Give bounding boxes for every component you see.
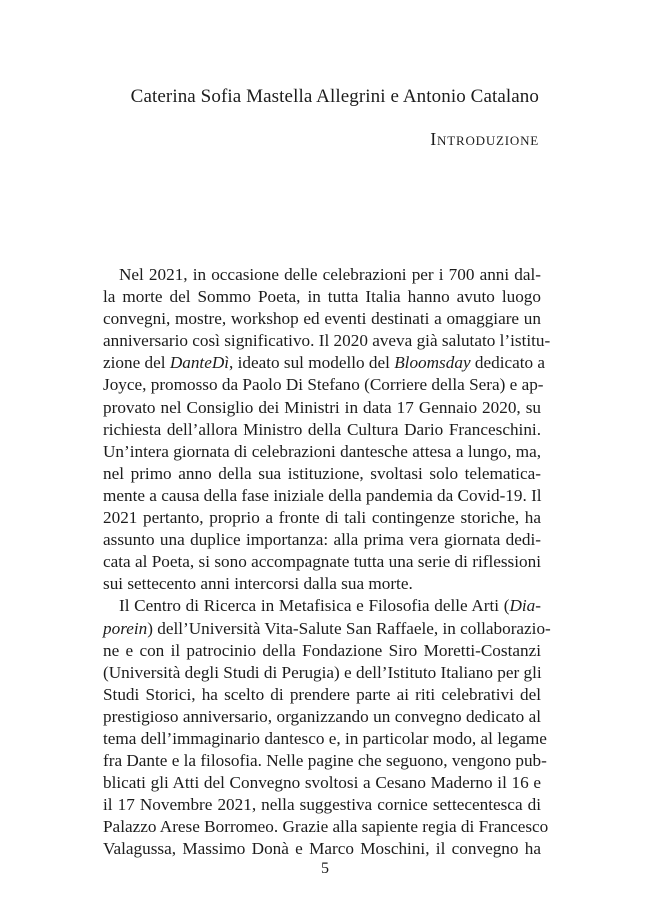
text-segment: 2021 pertanto, proprio a fronte di tali contingenze storiche, ha (103, 508, 541, 528)
page-number: 5 (321, 860, 329, 877)
body-line (103, 573, 541, 595)
text-segment: Il Centro di Ricerca in Metafisica e Filosofia delle Arti ( (119, 596, 510, 616)
text-segment: mente a causa della fase iniziale della pandemia da Covid-19. Il (103, 485, 542, 505)
text-segment: provato nel Consiglio dei Ministri in data 17 Gennaio 2020, su (103, 397, 541, 417)
body-line (103, 794, 541, 816)
chapter-authors: Caterina Sofia Mastella Allegrini e Antonio Catalano (130, 86, 539, 107)
text-segment: Valagussa, Massimo Donà e Marco Moschini, il convegno ha (103, 839, 541, 859)
text-segment: Studi Storici, ha scelto di prendere parte ai riti celebrativi del (103, 684, 541, 704)
body-line (103, 374, 544, 396)
text-segment: blicati gli Atti del Convegno svoltosi a Cesano Maderno il 16 e (103, 773, 541, 793)
text-segment: Un’intera giornata di celebrazioni dantesche attesa a lungo, ma, (103, 441, 541, 461)
body-line (103, 618, 551, 640)
text-segment: convegni, mostre, workshop ed eventi destinati a omaggiare un (103, 309, 541, 329)
body-line (103, 397, 541, 419)
body-line (103, 816, 549, 838)
body-line (103, 662, 541, 684)
text-segment: ) dell’Università Vita-Salute San Raffaele, in collaborazio- (147, 618, 551, 638)
body-line (103, 728, 547, 750)
italic-text: Dia- (509, 596, 541, 616)
body-line (103, 706, 541, 728)
text-segment: il 17 Novembre 2021, nella suggestiva cornice settecentesca di (103, 795, 541, 815)
text-segment: sui settecento anni intercorsi dalla sua morte. (103, 574, 413, 594)
body-line (103, 441, 541, 463)
body-line (103, 264, 541, 286)
italic-text: Bloomsday (394, 353, 471, 373)
body-line (103, 352, 546, 374)
text-segment: Palazzo Arese Borromeo. Grazie alla sapiente regia di Francesco (103, 817, 549, 837)
text-segment: la morte del Sommo Poeta, in tutta Italia hanno avuto luogo (103, 287, 541, 307)
body-line (103, 750, 547, 772)
body-line (103, 772, 541, 794)
text-segment: assunto una duplice importanza: alla prima vera giornata dedi- (103, 530, 541, 550)
text-segment: dedicato a (470, 353, 546, 373)
section-title: Introduzione (430, 129, 539, 149)
body-line (103, 419, 541, 441)
italic-text: porein (103, 618, 148, 638)
body-line (103, 640, 541, 662)
body-line (103, 595, 541, 617)
text-segment: Joyce, promosso da Paolo Di Stefano (Corriere della Sera) e ap- (103, 375, 544, 395)
text-segment: richiesta dell’allora Ministro della Cultura Dario Franceschini. (103, 419, 541, 439)
body-line (103, 551, 541, 573)
body-line (103, 838, 541, 860)
body-line (103, 529, 541, 551)
text-segment: nel primo anno della sua istituzione, svoltasi solo telematica- (103, 463, 541, 483)
body-line (103, 507, 541, 529)
body-text (103, 264, 551, 861)
text-segment: Nel 2021, in occasione delle celebrazioni per i 700 anni dal- (119, 265, 541, 284)
body-line (103, 684, 541, 706)
text-segment: tema dell’immaginario dantesco e, in particolar modo, al legame (103, 728, 547, 748)
body-line (103, 463, 541, 485)
text-segment: ne e con il patrocinio della Fondazione Siro Moretti-Costanzi (103, 640, 541, 660)
text-segment: fra Dante e la filosofia. Nelle pagine che seguono, vengono pub- (103, 751, 547, 771)
body-line (103, 485, 541, 507)
text-segment: cata al Poeta, si sono accompagnate tutta una serie di riflessioni (103, 552, 541, 572)
text-segment: prestigioso anniversario, organizzando un convegno dedicato al (103, 706, 541, 726)
text-segment: , ideato sul modello del (229, 353, 395, 373)
text-segment: anniversario così significativo. Il 2020 aveva già salutato l’istitu- (103, 331, 551, 351)
body-line (103, 308, 541, 330)
text-segment: zione del (103, 353, 170, 373)
body-line (103, 330, 551, 352)
text-segment: (Università degli Studi di Perugia) e dell’Istituto Italiano per gli (103, 662, 542, 682)
italic-text: DanteDì (169, 353, 230, 373)
body-line (103, 286, 541, 308)
